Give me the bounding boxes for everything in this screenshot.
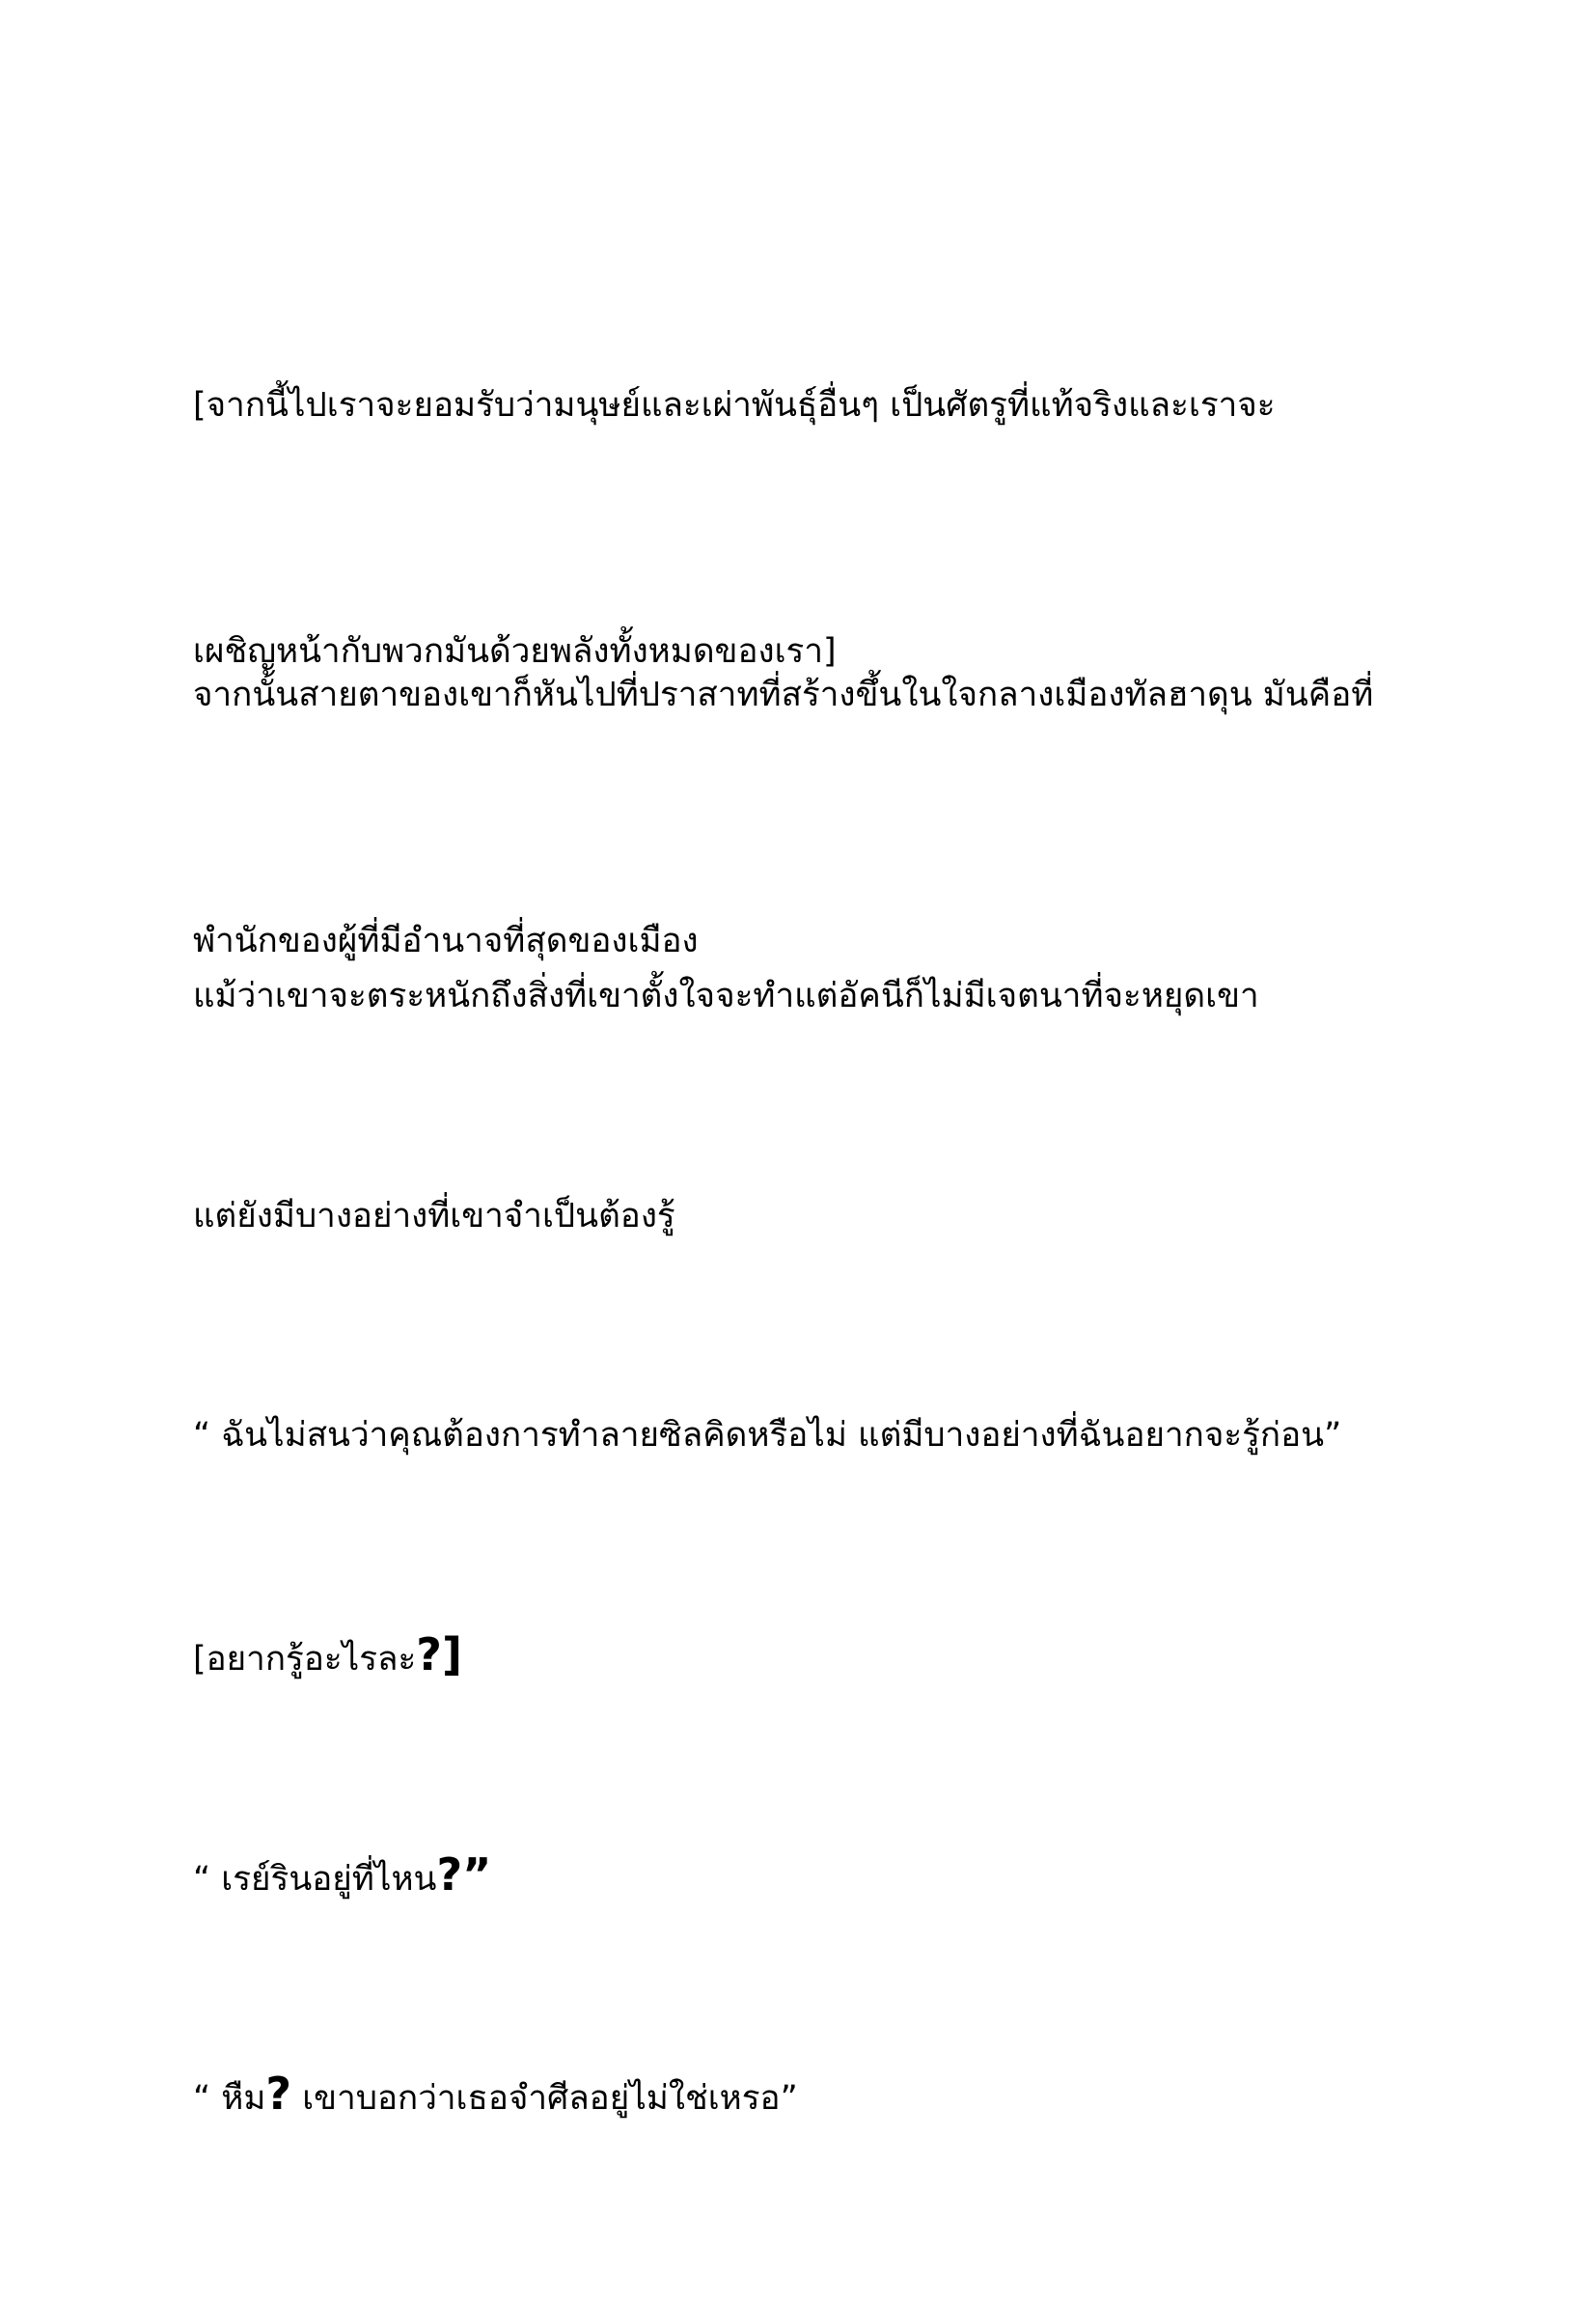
paragraph-3-line-1: แม้ว่าเขาจะตระหนักถึงสิ่งที่เขาตั้งใจจะทำแต่อัคนีก็ไม่มีเจตนาที่จะหยุดเขา	[193, 977, 1259, 1015]
paragraph-2-line-1: จากนั้นสายตาของเขาก็หันไปที่ปราสาทที่สร้างขึ้นในใจกลางเมืองทัลฮาดุน มันคือที่	[193, 676, 1374, 714]
paragraph-5-line-1: “ ฉันไม่สนว่าคุณต้องการทำลายซิลคิดหรือไม่ แต่มีบางอย่างที่ฉันอยากจะรู้ก่อน”	[193, 1416, 1342, 1455]
paragraph-8-punct: ?	[265, 2068, 292, 2120]
paragraph-4-line-1: แต่ยังมีบางอย่างที่เขาจำเป็นต้องรู้	[193, 1197, 675, 1235]
paragraph-7-punct: ?”	[436, 1848, 492, 1901]
paragraph-1-line-1: [จากนี้ไปเราจะยอมรับว่ามนุษย์และเผ่าพันธุ์อื่นๆ เป็นศัตรูที่แท้จริงและเราจะ	[193, 386, 1276, 425]
paragraph-8-rest: เขาบอกว่าเธอจำศีลอยู่ไม่ใช่เหรอ”	[291, 2079, 798, 2118]
paragraph-2-line-2: พำนักของผู้ที่มีอำนาจที่สุดของเมือง	[193, 922, 699, 960]
paragraph-8-text: “ หืม	[193, 2079, 266, 2118]
paragraph-1-line-2: เผชิญหน้ากับพวกมันด้วยพลังทั้งหมดของเรา]	[193, 632, 837, 671]
paragraph-7-text: “ เรย์รินอยู่ที่ไหน	[193, 1860, 437, 1899]
paragraph-8-line-1	[193, 2053, 1409, 2140]
paragraph-6-punct: ?]	[416, 1628, 463, 1680]
paragraph-8	[193, 1889, 1409, 2304]
paragraph-6-text: [อยากรู้อะไรละ	[193, 1640, 417, 1679]
